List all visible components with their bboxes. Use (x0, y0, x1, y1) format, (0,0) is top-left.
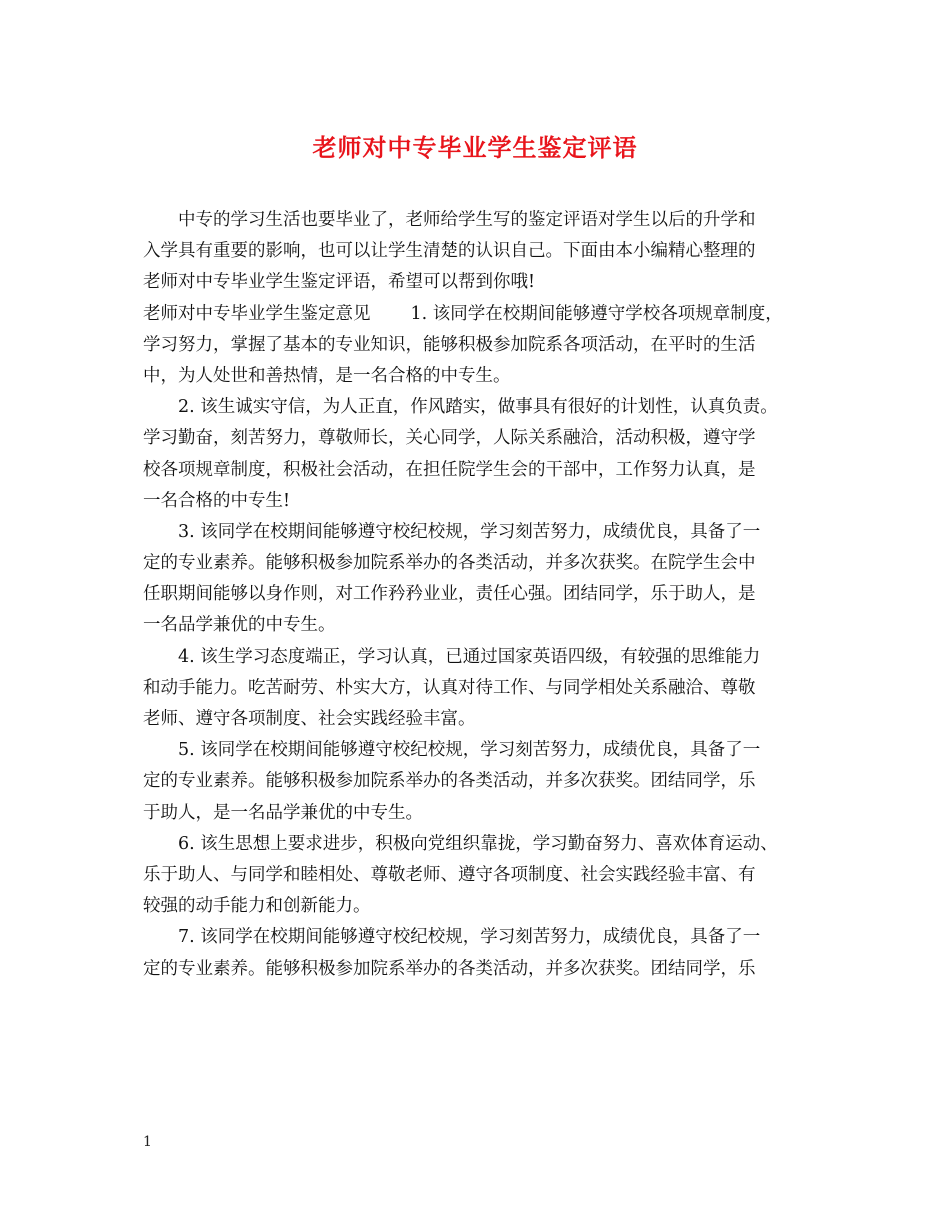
text-line: 中专的学习生活也要毕业了，老师给学生写的鉴定评语对学生以后的升学和 (178, 210, 756, 230)
text-line: 乐于助人、与同学和睦相处、尊敬老师、遵守各项制度、社会实践经验丰富、有 (143, 864, 756, 885)
text-line: 于助人，是一名品学兼优的中专生。 (143, 802, 423, 823)
text-line: 任职期间能够以身作则，对工作矜矜业业，责任心强。团结同学，乐于助人，是 (143, 584, 756, 605)
text-line: 定的专业素养。能够积极参加院系举办的各类活动，并多次获奖。在院学生会中 (143, 553, 756, 574)
text-line: 4. 该生学习态度端正，学习认真，已通过国家英语四级，有较强的思维能力 (178, 646, 761, 667)
text-line: 校各项规章制度，积极社会活动，在担任院学生会的干部中，工作努力认真，是 (143, 459, 756, 480)
text-line: 学习勤奋，刻苦努力，尊敬师长，关心同学，人际关系融洽，活动积极，遵守学 (143, 428, 756, 449)
text-line: 一名合格的中专生! (143, 490, 291, 511)
text-line: 7. 该同学在校期间能够遵守校纪校规，学习刻苦努力，成绩优良，具备了一 (178, 927, 761, 948)
text-line-content: 1. 该同学在校期间能够遵守学校各项规章制度， (410, 303, 783, 324)
text-line: 5. 该同学在校期间能够遵守校纪校规，学习刻苦努力，成绩优良，具备了一 (178, 740, 761, 761)
text-line: 2. 该生诚实守信，为人正直，作风踏实，做事具有很好的计划性，认真负责。 (178, 397, 778, 418)
text-line: 和动手能力。吃苦耐劳、朴实大方，认真对待工作、与同学相处关系融洽、尊敬 (143, 677, 756, 698)
text-line: 6. 该生思想上要求进步，积极向党组织靠拢，学习勤奋努力、喜欢体育运动、 (178, 833, 778, 854)
text-line: 老师、遵守各项制度、社会实践经验丰富。 (143, 709, 476, 729)
page-number: 1 (143, 1134, 152, 1150)
text-line: 定的专业素养。能够积极参加院系举办的各类活动，并多次获奖。团结同学，乐 (143, 771, 756, 792)
text-line: 入学具有重要的影响，也可以让学生清楚的认识自己。下面由本小编精心整理的 (143, 241, 756, 262)
text-line: 一名品学兼优的中专生。 (143, 615, 336, 636)
text-line: 学习努力，掌握了基本的专业知识，能够积极参加院系各项活动，在平时的生活 (143, 334, 756, 355)
document-title: 老师对中专毕业学生鉴定评语 (312, 133, 638, 162)
document-body (143, 205, 828, 985)
section-heading: 老师对中专毕业学生鉴定意见 (143, 303, 371, 324)
text-line: 较强的动手能力和创新能力。 (143, 896, 371, 917)
text-line: 定的专业素养。能够积极参加院系举办的各类活动，并多次获奖。团结同学，乐 (143, 958, 756, 979)
text-line: 老师对中专毕业学生鉴定评语，希望可以帮到你哦! (143, 272, 536, 293)
text-line-with-heading (143, 299, 828, 330)
text-line: 3. 该同学在校期间能够遵守校纪校规，学习刻苦努力，成绩优良，具备了一 (178, 521, 761, 542)
text-line: 中，为人处世和善热情，是一名合格的中专生。 (143, 365, 511, 386)
